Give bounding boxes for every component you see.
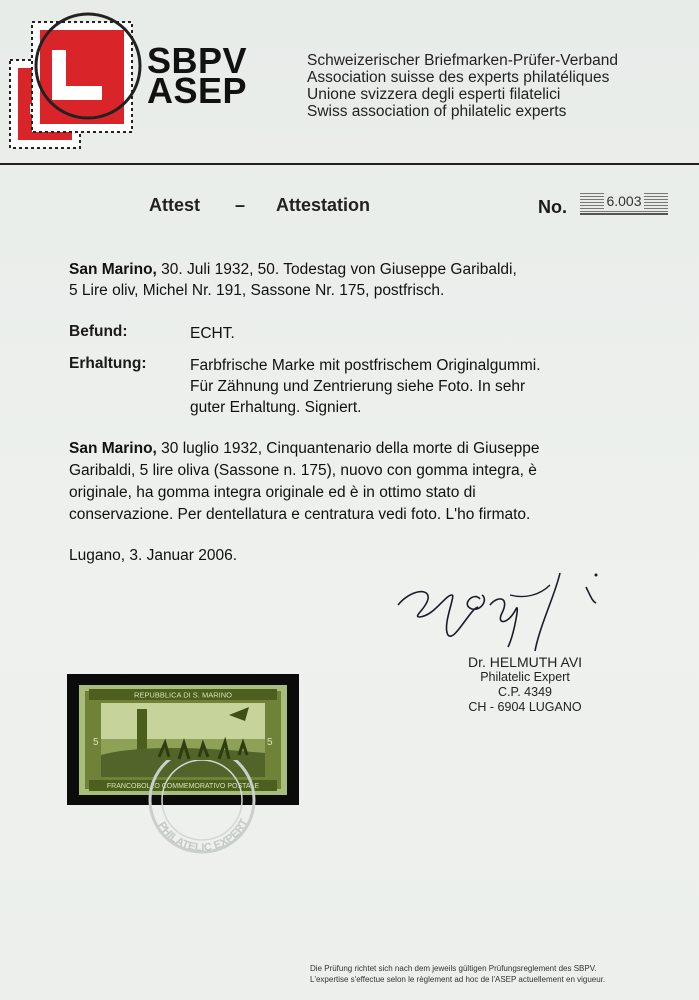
expert-address: CH - 6904 LUGANO — [468, 700, 582, 714]
brand-asep: ASEP — [147, 70, 248, 111]
date-place: Lugano, 3. Januar 2006. — [69, 547, 238, 564]
embossed-seal — [135, 760, 270, 865]
brand-sbpv: SBPV — [147, 40, 248, 81]
expert-po-box: C.P. 4349 — [498, 685, 552, 699]
erhaltung-line: guter Erhaltung. Signiert. — [190, 399, 362, 416]
title-attestation: Attestation — [276, 195, 370, 215]
association-name-it: Unione svizzera degli esperti filatelici — [307, 86, 561, 103]
befund-value: ECHT. — [190, 325, 235, 342]
stamp-value-right: 5 — [267, 737, 273, 748]
expert-title: Philatelic Expert — [480, 670, 570, 684]
association-name-fr: Association suisse des experts philatéliques — [307, 69, 610, 86]
certificate-number-value: 6.003 — [606, 193, 642, 209]
association-names — [307, 52, 618, 120]
befund-label: Befund: — [69, 323, 128, 340]
title-attest: Attest — [149, 195, 201, 215]
italian-line: 30 luglio 1932, Cinquantenario della morte di Giuseppe — [161, 440, 540, 457]
erhaltung-text — [190, 355, 645, 418]
footer-line-2: L'expertise s'effectue selon le règlement ad hoc de l'ASEP actuellement en vigueur. — [310, 975, 606, 984]
association-name-en: Swiss association of philatelic experts — [307, 103, 567, 120]
italian-line: conservazione. Per dentellatura e centratura vedi foto. L'ho firmato. — [69, 506, 531, 523]
certificate-number-label: No. — [538, 197, 567, 217]
stamp-description-de — [69, 259, 644, 301]
erhaltung-label: Erhaltung: — [69, 355, 147, 372]
erhaltung-line: Für Zähnung und Zentrierung siehe Foto. In sehr — [190, 378, 526, 395]
country-name: San Marino, — [69, 261, 157, 278]
seal-text: PHILATELIC EXPERT — [155, 817, 251, 855]
certificate-number-field — [580, 193, 668, 215]
association-name-de: Schweizerischer Briefmarken-Prüfer-Verband — [307, 52, 618, 69]
stamp-top-text: REPUBBLICA DI S. MARINO — [134, 690, 232, 700]
erhaltung-line: Farbfrische Marke mit postfrischem Originalgummi. — [190, 357, 541, 374]
footer-note — [310, 963, 605, 985]
stamp-description-it — [69, 438, 644, 526]
expert-name: Dr. HELMUTH AVI — [467, 654, 583, 670]
sbpv-logo — [4, 8, 144, 158]
title-dash: – — [235, 195, 246, 215]
stamp-bottom-text: FRANCOBOLLO COMMEMORATIVO POSTALE — [106, 783, 260, 790]
italian-line: Garibaldi, 5 lire oliva (Sassone n. 175), nuovo con gomma integra, è — [69, 462, 537, 479]
description-line-1: 30. Juli 1932, 50. Todestag von Giuseppe Garibaldi, — [161, 261, 517, 278]
italian-line: originale, ha gomma integra originale ed è in ottimo stato di — [69, 484, 476, 501]
handwritten-signature — [390, 565, 630, 655]
footer-line-1: Die Prüfung richtet sich nach dem jeweils gültigen Prüfungsreglement des SBPV. — [310, 964, 597, 973]
header-divider — [0, 163, 699, 165]
brand-logotype — [147, 40, 248, 111]
description-line-2: 5 Lire oliv, Michel Nr. 191, Sassone Nr. 175, postfrisch. — [69, 282, 445, 299]
expert-block — [440, 655, 610, 715]
country-name-it: San Marino, — [69, 440, 157, 457]
stamp-value-left: 5 — [93, 737, 99, 748]
